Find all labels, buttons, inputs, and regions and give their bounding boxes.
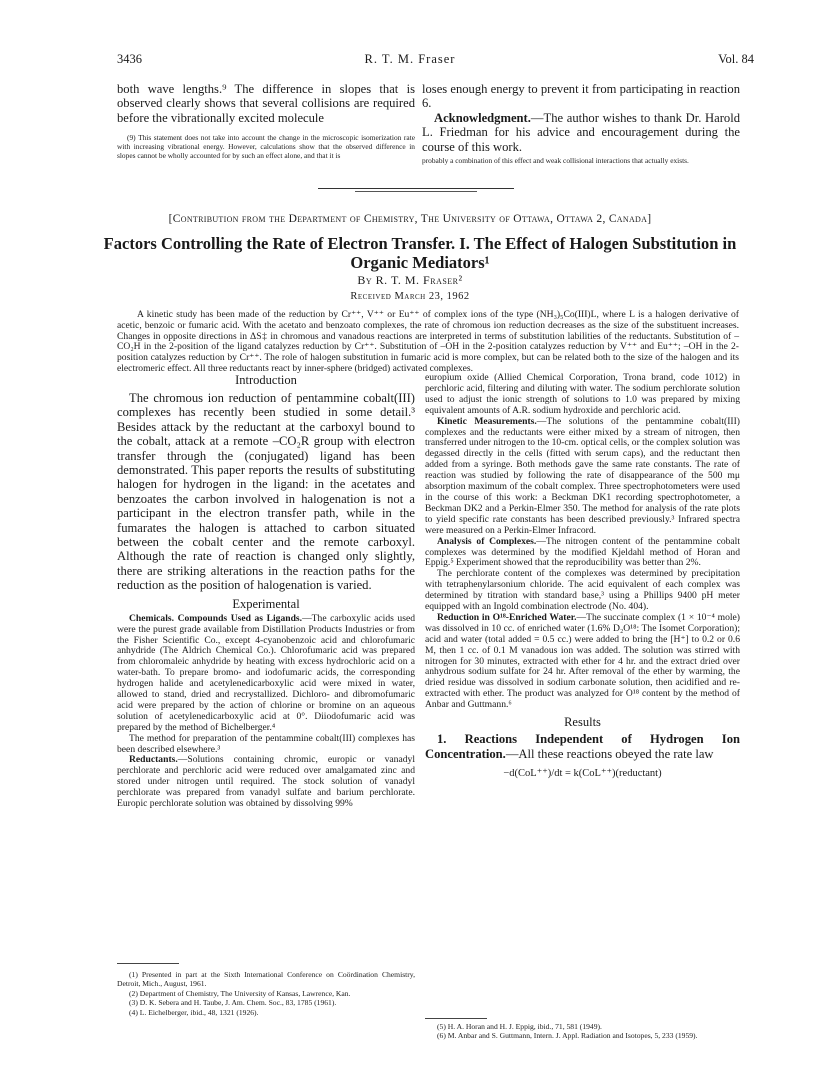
reductants-paragraph	[117, 755, 415, 810]
acknowledgment-label: Acknowledgment.	[434, 110, 531, 125]
footnote-5: (5) H. A. Horan and H. J. Eppig, ibid., 71, 581 (1949).	[437, 1022, 602, 1031]
results-label: 1. Reactions Independent of Hydrogen Ion Concentration.	[425, 732, 740, 761]
abstract: A kinetic study has been made of the reduction by Cr⁺⁺, V⁺⁺ or Eu⁺⁺ of complex ions of the type (NH₃)₅Co(III)L, where L is a halogen derivative of acetic, benzoic or fumaric acid. With the acetato and benzoato complexes, the rate of chromous ion reduction decreases as the size of the substituent increases. Changes in opposite directions in ΔS‡ in chromous and vanadous reactions are interpreted in terms of substitution labilities of the reductants. Substitution of –CO₂H in the 2-position of the ligand catalyzes reduction by Cr⁺⁺. Substitution of –OH in the 2-position catalyzes reduction by V⁺⁺ and Eu⁺⁺; –OH in the 2-position catalyzes reduction by Cr⁺⁺. The role of halogen substitution in fumaric acid is more complex, but can be related both to the size of the halogen and its electromeric effect. All three reductants react by inner-sphere (bridged) activated complexes.	[117, 309, 739, 374]
analysis-label: Analysis of Complexes.	[437, 535, 537, 547]
right-column	[425, 373, 740, 789]
results-heading: Results	[564, 715, 601, 730]
received-date: Received March 23, 1962	[350, 291, 470, 302]
analysis-text: —The nitrogen content of the pentammine cobalt complexes was determined by the modified Kjeldahl method of Horan and Eppig.⁵ Experiment showed that the reproducibility was better than 2%.	[425, 535, 741, 569]
footnote-3: (3) D. K. Sebera and H. Taube, J. Am. Chem. Soc., 83, 1785 (1961).	[129, 998, 337, 1008]
section-divider-inner	[355, 191, 477, 192]
footnote-2: (2) Department of Chemistry, The University of Kansas, Lawrence, Kan.	[129, 988, 351, 998]
results-text: —All these reactions obeyed the rate law	[505, 746, 714, 761]
acknowledgment	[422, 111, 740, 154]
introduction-heading: Introduction	[235, 373, 297, 387]
running-head-author: R. T. M. Fraser	[364, 52, 456, 66]
left-footnotes	[117, 970, 415, 1017]
chemicals-paragraph	[117, 614, 415, 734]
section-divider	[318, 188, 514, 189]
footnote-6: (6) M. Anbar and S. Guttmann, Intern. J. Appl. Radiation and Isotopes, 5, 233 (1959).	[437, 1031, 698, 1041]
reductants-label: Reductants.	[129, 754, 178, 766]
chemicals-text: —The carboxylic acids used were the purest grade available from Distillation Products Industries or from the Fisher Scientific Co., except 4-cyanobenzoic acid and chlorofumaric anhydride (The Aldrich Chemical Co.). Chlorofumaric acid was prepared from chloromaleic anhydride by heating with excess hydrochloric acid on a water-bath. To prepare bromo- and iodofumaric acids, the corresponding hydrogen halide and acetylenedicarboxylic acid were mixed in water, allowed to stand, dried and recrystallized. Dichloro- and dibromofumaric acid were prepared by the action of chlorine or bromine on an aqueous solution of acetylenedicarboxylic acid at 0°. Diiodofumaric acid was prepared by the method of Bichelberger.⁴	[117, 612, 415, 733]
running-head-volume: Vol. 84	[718, 52, 754, 66]
footnote-rule-right	[425, 1018, 487, 1019]
kinetic-label: Kinetic Measurements.	[437, 415, 537, 427]
footnote-1: (1) Presented in part at the Sixth International Conference on Coördination Chemistry, Detroit, Mich., August, 1961.	[117, 970, 415, 989]
top-right-text: loses enough energy to prevent it from participating in reaction 6.	[422, 82, 740, 111]
page-number: 3436	[117, 52, 142, 66]
o18-paragraph	[425, 613, 740, 711]
o18-label: Reduction in O¹⁸-Enriched Water.	[437, 611, 577, 623]
reductants-text: —Solutions containing chromic, europic or vanadyl perchlorate and perchloric acid were reduced over amalgamated zinc and stored under nitrogen until required. The stock solution of vanadyl perchlorate was prepared from vanadyl sulfate and barium perchlorate. Europic perchlorate solution was obtained by dissolving 99%	[117, 754, 415, 810]
top-left-column	[117, 82, 415, 160]
kinetic-paragraph	[425, 417, 740, 537]
top-left-text: both wave lengths.⁹ The difference in slopes that is observed clearly shows that several collisions are required before the vibrationally excited molecule	[117, 82, 415, 125]
chemicals-label: Chemicals. Compounds Used as Ligands.	[129, 612, 303, 624]
perchlorate-paragraph: The perchlorate content of the complexes was determined by precipitation with tetraphenylarsonium chloride. The acid equivalent of each complex was determined by titration with standard base,³ using a Phillips 9400 pH meter equipped with an Ingold combination electrode (No. 404).	[425, 568, 740, 613]
contribution-line: [Contribution from the Department of Chemistry, The University of Ottawa, Ottawa 2, Canada]	[168, 213, 652, 225]
o18-text: —The succinate complex (1 × 10⁻⁴ mole) was dissolved in 10 cc. of enriched water (1.6% D₂O¹⁸: The Isomet Corporation); acid and water (total added = 0.5 cc.) were added to bring the [H⁺] to 0.2 or 0.6 M, then 1 cc. of 0.1 M vanadous ion was added. The solution was stirred with nitrogen for 30 minutes, extracted with ether for 4 hr. and the extract dried over anhydrous sodium sulfate for 24 hr. After removal of the ether by warming, the dried residue was dissolved in sodium carbonate solution, then acidified and re-extracted with ether. The product was analyzed for O¹⁸ content by the method of Anbar and Guttmann.⁶	[425, 611, 740, 711]
europium-paragraph: europium oxide (Allied Chemical Corporation, Trona brand, code 1012) in perchloric acid, filtering and diluting with water. The sodium perchlorate solution used to adjust the ionic strength of solutions to 1.0 was prepared by mixing equivalent amounts of A.R. sodium hydroxide and perchloric acid.	[425, 372, 740, 416]
byline: By R. T. M. Fraser²	[357, 273, 463, 287]
introduction-text: The chromous ion reduction of pentammine cobalt(III) complexes has recently been studied in some detail.³ Besides attack by the reductant at the carboxyl bound to the cobalt, attack at a remote –CO₂R group with electron transfer through the (conjugated) ligand has been demonstrated. This paper reports the results of substituting halogen for hydrogen in the ligand: in the acetates and benzoates the carbon involved in halogenation is not a participant in the electron transfer path, while in the fumarates the halogen is attached to carbon situated between the cobalt center and the remote carboxyl. Although the rate of reaction is changed only slightly, there are striking alterations in the reaction paths for the reduction as the position of halogenation is varied.	[117, 391, 415, 593]
acknowledgment-text: —The author wishes to thank Dr. Harold L. Friedman for his advice and encouragement during the course of this work.	[422, 110, 740, 154]
kinetic-text: —The solutions of the pentammine cobalt(III) complexes and the reductants were either mixed by a stream of nitrogen, then transferred under nitrogen to the 10-cm. optical cells, or the complex solution was degassed directly in the cells (fitted with serum caps), and the reductant then added from a syringe. Both methods gave the same rate constants. The rate of reaction was studied by following the rate of disappearance of the 500 mμ absorption maximum of the cobalt complex. Three spectrophotometers were used in the course of this work: a Beckman DK1 recording spectrophotometer, a Beckman DK2 and a Perkin-Elmer 350. The method for analysis of the rate plots to yield specific rate constants has been described previously.³ Infrared spectra were measured on a Perkin-Elmer Infracord.	[425, 415, 740, 536]
top-right-column	[422, 82, 740, 165]
rate-law-equation: −d(CoL⁺⁺)/dt = k(CoL⁺⁺)(reductant)	[503, 767, 662, 779]
experimental-heading: Experimental	[232, 596, 300, 611]
left-column	[117, 373, 415, 810]
right-footnotes	[425, 1022, 740, 1041]
footnote-9: (9) This statement does not take into account the change in the microscopic isomerization rate with increasing vibrational energy. However, calculations show that the observed difference in slopes cannot be wholly accounted for by such an effect alone, and that it is	[117, 133, 415, 161]
article-title: Factors Controlling the Rate of Electron Transfer. I. The Effect of Halogen Substitution in Organic Mediators¹	[103, 234, 737, 272]
footnote-9-continued: probably a combination of this effect and weak collisional interactions that actually exists.	[422, 156, 689, 166]
results-paragraph	[425, 732, 740, 761]
footnote-4: (4) L. Eichelberger, ibid., 48, 1321 (1926).	[129, 1007, 259, 1017]
footnote-rule-left	[117, 963, 179, 964]
analysis-paragraph	[425, 537, 740, 570]
method-paragraph: The method for preparation of the pentammine cobalt(III) complexes has been described elsewhere.³	[117, 732, 415, 755]
